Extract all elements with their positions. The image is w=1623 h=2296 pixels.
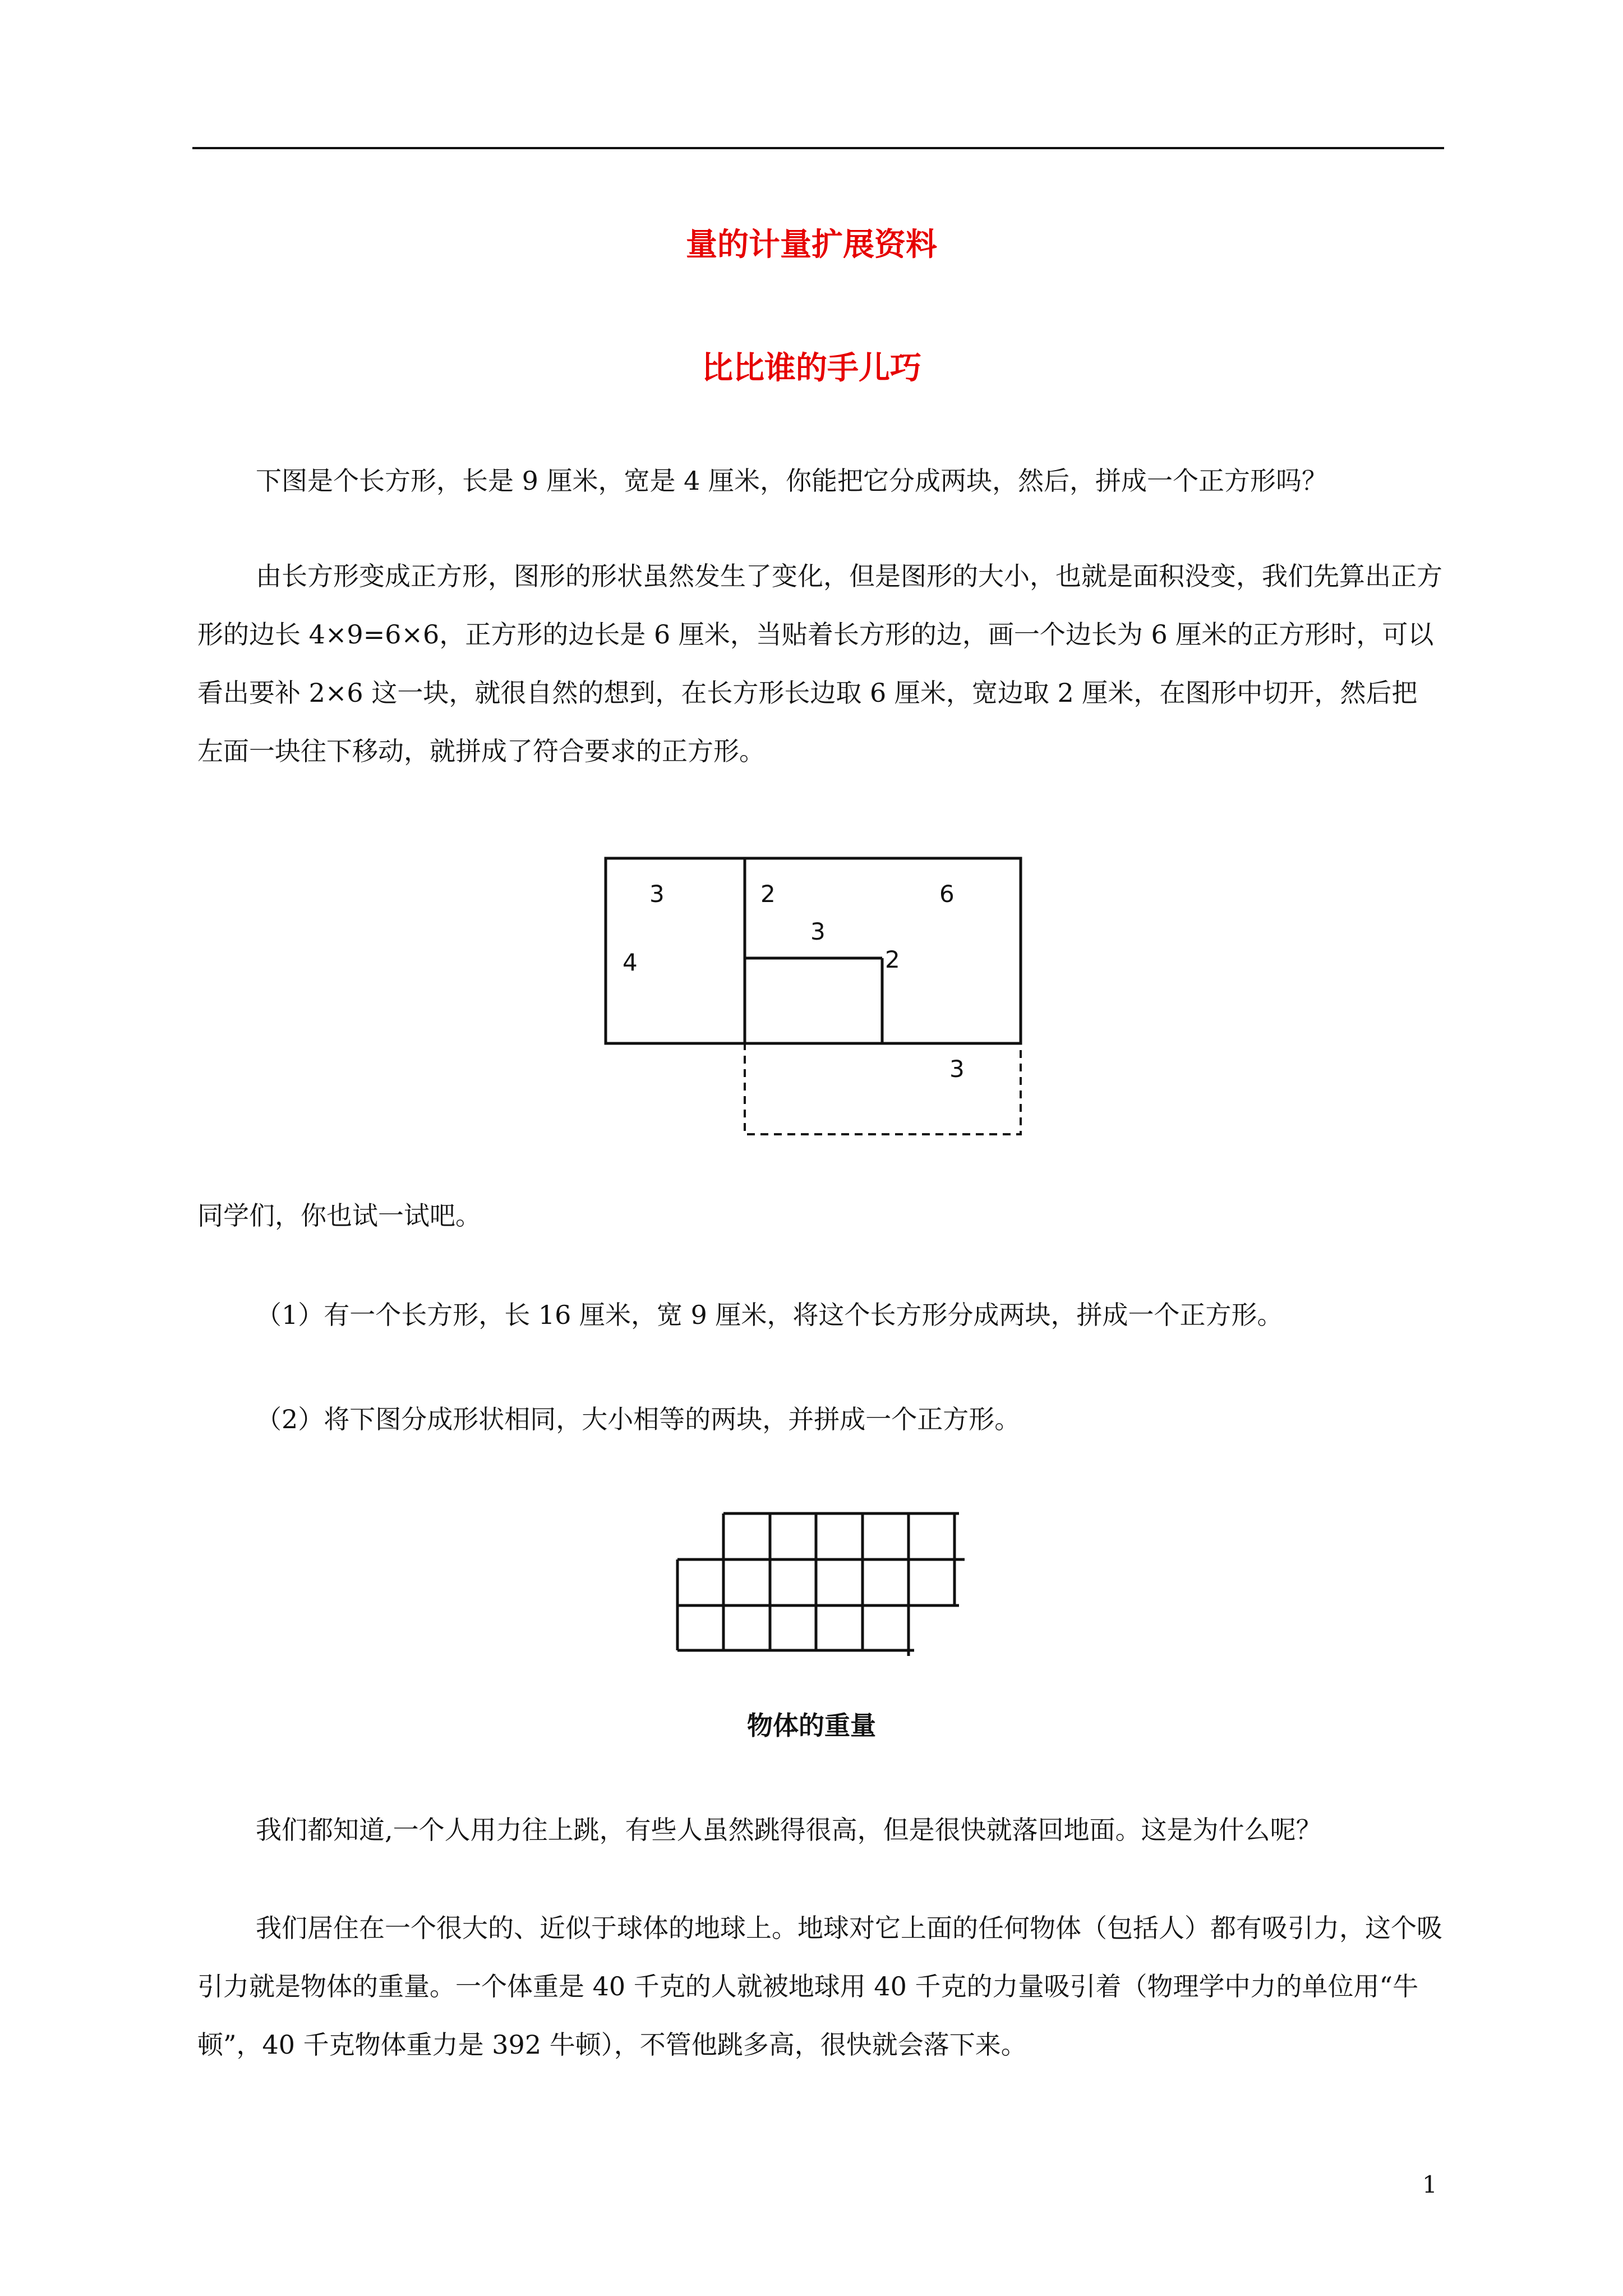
label-bottom-piece: 3 <box>949 1055 965 1083</box>
label-step-top: 3 <box>810 918 826 945</box>
label-mid-top: 2 <box>760 880 776 908</box>
page-title: 量的计量扩展资料 <box>686 227 937 263</box>
paragraph-try: 同学们，你也试一试吧。 <box>197 1200 481 1231</box>
section-heading-weight: 物体的重量 <box>747 1710 876 1741</box>
paragraph-weight-explanation: 我们居住在一个很大的、近似于球体的地球上。地球对它上面的任何物体（包括人）都有吸引力，这个吸引力就是物体的重量。一个体重是 40 千克的人就被地球用 40 千克的力量吸引着（物理学中力的单位用“牛顿”，40 千克物体重力是 392 牛顿），不管他跳多高，很快就会落下来。 <box>197 1913 1442 2060</box>
rectangle-cut-figure <box>600 853 1032 1139</box>
paragraph-weight-question: 我们都知道,一个人用力往上跳，有些人虽然跳得很高，但是很快就落回地面。这是为什么呢？ <box>256 1815 1322 1845</box>
grid-figure <box>673 1509 976 1660</box>
label-left-side: 4 <box>623 949 638 976</box>
label-step-side: 2 <box>885 946 900 973</box>
outer-rectangle <box>606 858 1021 1043</box>
page-subtitle: 比比谁的手儿巧 <box>702 350 921 386</box>
page-number: 1 <box>1422 2171 1437 2198</box>
paragraph-explanation: 由长方形变成正方形，图形的形状虽然发生了变化，但是图形的大小，也就是面积没变，我们先算出正方形的边长 4×9=6×6，正方形的边长是 6 厘米，当贴着长方形的边，画一个边长为 6 厘米的正方形时，可以看出要补 2×6 这一块，就很自然的想到，在长方形长边取 6 厘米，宽边取 2 厘米，在图形中切开，然后把左面一块往下移动，就拼成了符合要求的正方形。 <box>197 561 1442 766</box>
question-2: （2）将下图分成形状相同，大小相等的两块，并拼成一个正方形。 <box>256 1404 1021 1434</box>
label-left-top: 3 <box>649 880 665 908</box>
moved-piece-dashed <box>745 1043 1021 1134</box>
question-1: （1）有一个长方形，长 16 厘米，宽 9 厘米，将这个长方形分成两块，拼成一个正方形。 <box>256 1300 1283 1330</box>
paragraph-problem: 下图是个长方形，长是 9 厘米，宽是 4 厘米，你能把它分成两块，然后，拼成一个正方形吗？ <box>256 466 1328 496</box>
label-right-top: 6 <box>939 880 955 908</box>
header-rule <box>192 147 1444 149</box>
